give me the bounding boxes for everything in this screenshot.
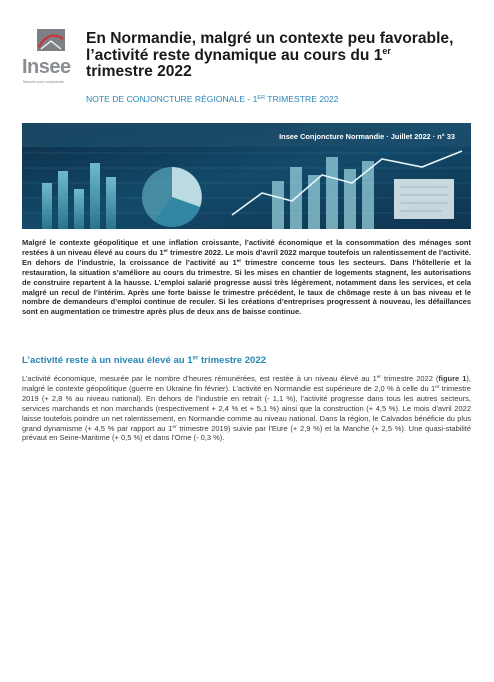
- intro-text-1: Malgré le contexte géopolitique et une inflation croissante, l’activité économique et la consommation des ménages sont restées à un niveau élevé au cours du 1: [22, 238, 471, 257]
- title-line-1: En Normandie, malgré un contexte peu favorable,: [86, 30, 454, 47]
- intro-sup-1: er: [163, 249, 169, 255]
- banner-publication-label: Insee Conjoncture Normandie · Juillet 2022 · n° 33: [279, 132, 455, 141]
- body-text-4: trimestre 2019 (+ 2,8 % au niveau national). En dehors de l’industrie en retrait (- 1,1 %), l’activité progresse dans tous les autres secteurs, services marchands et non marchands (respectivement + 2,4 % et + 5,1 %) ainsi que la construction (+ 4,5 %). Le mois d’avril 2022 laisse toutefois poindre un net ralentissement, en Normandie comme au niveau national. Dans la région, le Calvados bénéficie du plus grand dynamisme (+ 4,5 % par rapport au 1: [22, 383, 471, 433]
- subtitle-text-a: NOTE DE CONJONCTURE RÉGIONALE - 1: [86, 94, 258, 104]
- section-heading: [22, 355, 266, 366]
- figure-1-link[interactable]: figure 1: [438, 374, 467, 383]
- logo-wordmark: Insee: [22, 56, 71, 78]
- body-text-2: trimestre 2022 (: [381, 374, 439, 383]
- intro-text-2: trimestre 2022. Le mois d’avril 2022 marque toutefois un ralentissement de l’activité. En dehors de l’industrie, la croissance de l’activité au 1: [22, 247, 471, 267]
- subtitle-text-b: TRIMESTRE 2022: [265, 94, 339, 104]
- section-heading-text-b: trimestre 2022: [198, 355, 267, 366]
- body-sup-3: er: [172, 424, 177, 430]
- title-line-3: trimestre 2022: [86, 63, 192, 80]
- section-body: [22, 374, 471, 443]
- body-text-5: trimestre 2019) suivie par l’Eure (+ 2,9 %) et la Manche (+ 2,5 %). Une quasi-stabilité prévaut en Seine-Maritime (+ 0,5 %) et dans l’Orne (- 0,3 %).: [22, 423, 471, 443]
- body-sup-1: er: [376, 375, 382, 381]
- intro-summary: [22, 238, 471, 317]
- page-title: [86, 31, 478, 81]
- body-text-3: ), malgré le contexte géopolitique (guerre en Ukraine fin février). L’activité en Normandie est supérieure de 2,0 % à celle du 1: [22, 374, 471, 393]
- title-line-2: l’activité reste dynamique au cours du 1: [86, 46, 383, 64]
- title-sup: er: [382, 45, 391, 56]
- body-sup-2: er: [435, 385, 440, 391]
- intro-text-3: trimestre concerne tous les secteurs. Dans l’hôtellerie et la restauration, la situation s’améliore au cours du trimestre. Si les mises en chantier de logements stagnent, les autorisations de construire repartent à la hausse. L’emploi salarié progresse aussi très légèrement, notamment dans les services, et cela malgré un recul de l’intérim. Après une forte baisse le trimestre précédent, le taux de chômage reste à un bas niveau et le nombre de demandeurs d’emploi continue de reculer. Si les créations d’entreprises progressent à nouveau, les défaillances sont en augmentation ce trimestre après plus de deux ans de baisse continue.: [22, 257, 471, 317]
- intro-sup-2: er: [236, 259, 242, 265]
- insee-logo: [22, 26, 76, 88]
- insee-logo-mark-icon: [37, 29, 65, 51]
- section-heading-text-a: L’activité reste à un niveau élevé au 1: [22, 355, 193, 366]
- page-subtitle: [86, 94, 338, 104]
- subtitle-sup: ER: [257, 95, 266, 101]
- logo-tagline: Mesurer pour comprendre: [23, 80, 65, 84]
- body-text-1: L’activité économique, mesurée par le nombre d’heures rémunérées, est restée à un niveau élevé au 1: [22, 374, 377, 383]
- section-heading-sup: er: [192, 355, 199, 362]
- cover-banner: [22, 123, 471, 229]
